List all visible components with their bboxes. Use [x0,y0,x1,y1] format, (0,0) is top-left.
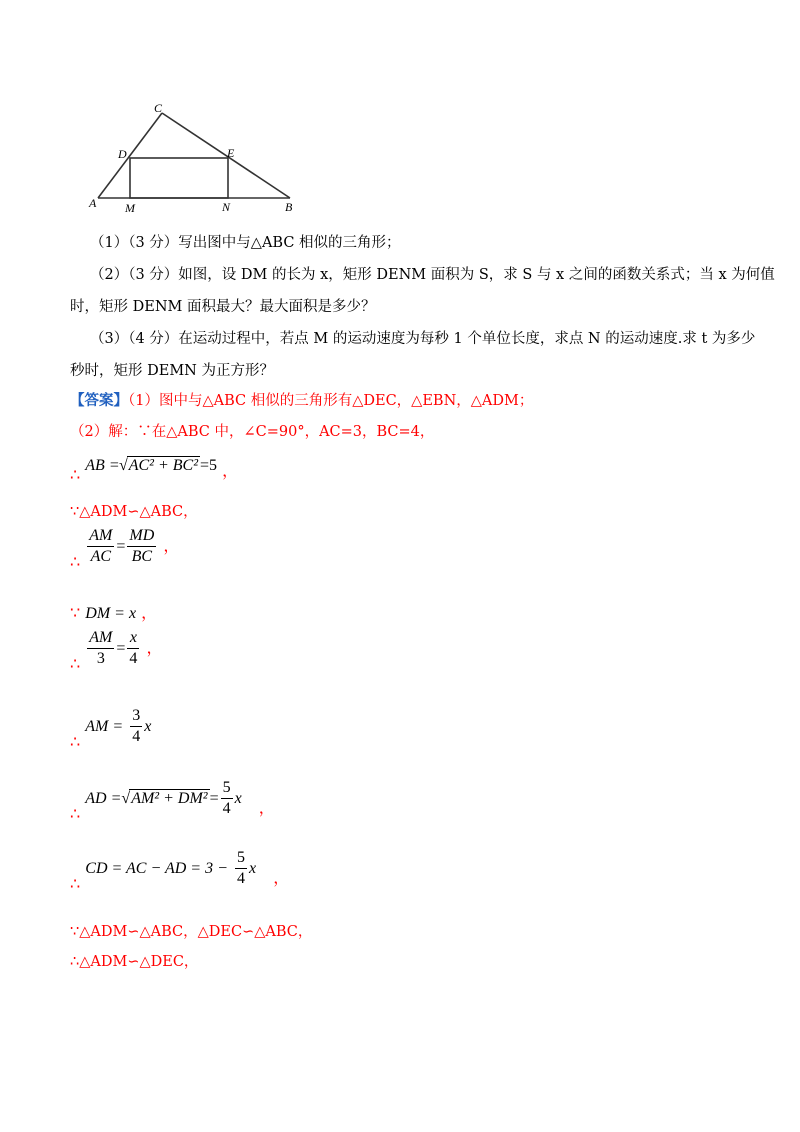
comma: ， [258,798,275,817]
question-3-line-1: （3）（4 分）在运动过程中，若点 M 的运动速度为每秒 1 个单位长度，求点 N 的运动速度.求 t 为多少 [90,331,756,347]
comma: ， [222,461,239,480]
eq-dm: DM = x [85,605,137,622]
ratio1-num-left: AM [87,526,114,547]
therefore-symbol: ∴ [70,804,81,823]
therefore-symbol: ∴ [70,654,81,673]
eq-ad-var: x [234,790,242,807]
comma: ， [146,638,163,657]
eq-cd-var: x [248,860,257,877]
therefore-symbol: ∴ [70,874,81,893]
label-e: E [227,146,235,160]
eq-ad-num: 5 [221,778,233,799]
eq-ad-eq: = [209,790,219,807]
answer-line-2: （2）解：∵在△ABC 中，∠C=90°，AC=3，BC=4， [70,424,435,440]
therefore-symbol: ∴ [70,465,81,484]
answer-part-1: （1）图中与△ABC 相似的三角形有△DEC，△EBN，△ADM； [128,393,534,409]
equation-ab: ∴ AB =√AC² + BC² =5 ， [70,457,239,484]
eq-ad-den: 4 [222,800,231,817]
question-3-line-2: 秒时，矩形 DEMN 为正方形？ [70,363,274,379]
equation-cd [70,848,290,893]
eq-am-lhs: AM = [85,718,124,735]
question-2-line-1: （2）（3 分）如图，设 DM 的长为 x，矩形 DENM 面积为 S，求 S 与 x 之间的函数关系式；当 x 为何值 [90,267,775,283]
label-a: A [89,196,97,210]
label-b: B [285,200,293,214]
eq-ad-radicand: AM² + DM² [131,790,208,807]
ratio1-num-right: MD [127,526,156,547]
ratio2-num-right: x [127,628,139,649]
label-m: M [125,201,135,215]
triangle-figure [86,100,306,220]
ratio2-den-right: 4 [129,650,138,667]
eq-ab-lhs: AB [85,457,105,474]
label-n: N [222,200,231,214]
eq-cd-lhs: CD = AC − AD = 3 − [85,860,228,877]
eq-cd-num: 5 [235,848,247,869]
comma: ， [163,536,180,555]
eq-ad-lhs: AD = [85,790,122,807]
eq-ab-rhs: =5 [200,457,218,474]
answer-tag: 【答案】 [70,392,128,409]
question-1: （1）（3 分）写出图中与△ABC 相似的三角形； [90,235,401,251]
comma: ， [273,868,290,887]
ratio1-den-left: AC [90,548,112,565]
ratio2-den-left: 3 [96,650,105,667]
therefore-similar: ∴△ADM∽△DEC， [70,954,199,970]
eq-am-var: x [144,718,152,735]
side-cb [162,113,290,198]
therefore-symbol: ∴ [70,732,81,751]
eq-cd-den: 4 [236,870,245,887]
because-similar-1: ∵△ADM∽△ABC， [70,504,198,520]
label-d: D [118,147,127,161]
because-similar-2: ∵△ADM∽△ABC，△DEC∽△ABC， [70,924,313,940]
eq-am-num: 3 [130,706,142,727]
ratio2-num-left: AM [87,628,114,649]
label-c: C [154,101,163,115]
equation-dm [70,600,157,623]
equation-ratio-1: ∴ $\frac{AM}{AC}$ = $\frac{MD}{BC}$ ， [70,527,180,571]
eq-am-den: 4 [132,728,141,745]
eq-ab-radicand: AC² + BC² [128,457,199,474]
equation-am [70,706,152,751]
question-2-line-2: 时，矩形 DENM 面积最大？最大面积是多少？ [70,299,376,315]
therefore-symbol: ∴ [70,552,81,571]
rectangle-denm [130,158,228,198]
equation-ratio-2: ∴ $\frac{AM}{3}$ = $\frac{x}{4}$ ， [70,629,163,673]
equation-ad: ∴ AD =√AM² + DM² = $\frac{5}{4}$ x ， [70,779,275,823]
comma: ， [141,603,158,622]
because-symbol: ∵ [70,603,81,622]
ratio1-den-right: BC [131,548,153,565]
answer-line-1 [70,389,533,410]
